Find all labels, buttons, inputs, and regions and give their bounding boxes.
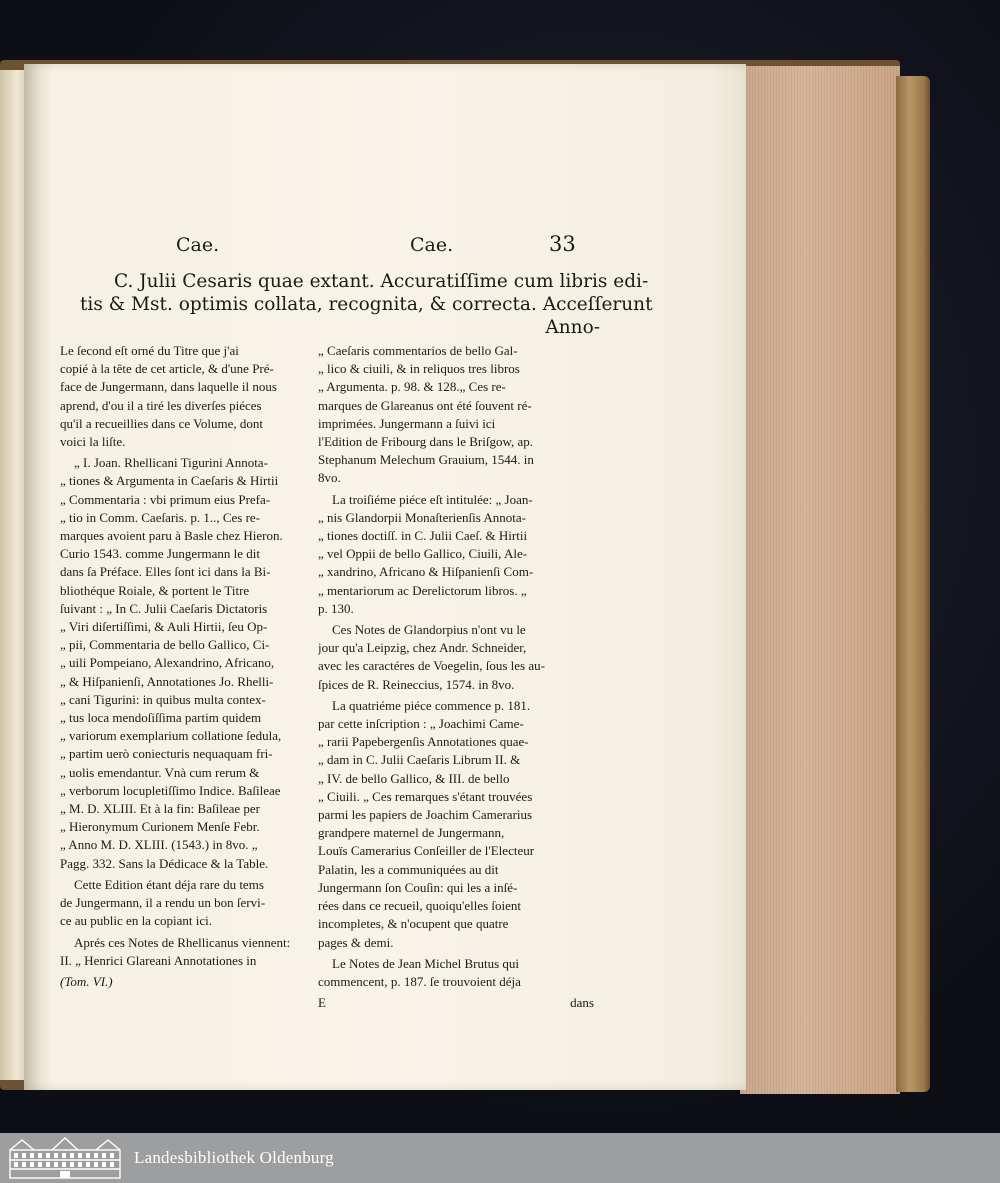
header-left: Cae. (176, 234, 220, 256)
text-line: „ vel Oppii de bello Gallico, Ciuili, Ale- (318, 546, 528, 562)
text-line: marques de Glareanus ont été ſouvent ré- (318, 397, 532, 413)
text-line: Louïs Camerarius Conſeiller de l'Electeur (318, 843, 535, 859)
left-column (60, 342, 324, 991)
text-line: ce au public en la copiant ici. (60, 913, 212, 929)
text-line: Ces Notes de Glandorpius n'ont vu le (332, 622, 526, 638)
text-line: imprimées. Jungermann a ſuivi ici (318, 415, 496, 431)
text-line: voici la liſte. (60, 434, 126, 450)
library-footer-bar (0, 1133, 1000, 1183)
right-column (318, 342, 594, 1012)
text-line: Stephanum Melechum Grauium, 1544. in (318, 452, 534, 468)
library-name: Landesbibliothek Oldenburg (134, 1148, 334, 1167)
text-line: avec les caractéres de Voegelin, ſous les au- (318, 658, 545, 674)
text-line: „ & Hiſpanienſi, Annotationes Jo. Rhelli- (60, 673, 274, 689)
text-line: Cette Edition étant déja rare du tems (74, 876, 264, 892)
text-line: Jungermann ſon Couſin: qui les a inſé- (318, 879, 518, 895)
text-line: aprend, d'ou il a tiré les diverſes piéces (60, 397, 262, 413)
text-line: „ partim uerò coniecturis nequaquam fri- (60, 746, 273, 762)
page-footer-row (318, 994, 594, 1012)
text-line: rées dans ce recueil, quoiqu'elles ſoient (318, 898, 522, 914)
text-line: Aprés ces Notes de Rhellicanus viennent: (74, 934, 291, 950)
book-page (24, 64, 746, 1090)
paragraph (60, 934, 324, 970)
text-line: „ tus loca mendoſiſſima partim quidem (60, 710, 262, 726)
library-building-logo-icon (8, 1136, 122, 1180)
text-line: „ Hieronymum Curionem Menſe Febr. (60, 819, 260, 835)
fore-edge (740, 66, 900, 1094)
paragraph (318, 342, 594, 488)
text-line: „ nis Glandorpii Monaſterienſis Annota- (318, 509, 526, 525)
text-line: l'Edition de Fribourg dans le Briſgow, ap. (318, 434, 534, 450)
text-line: „ tiones doctiſſ. in C. Julii Caeſ. & Hirtii (318, 528, 528, 544)
text-line: „ tiones & Argumenta in Caeſaris & Hirtii (60, 473, 279, 489)
text-line: „ lico & ciuili, & in reliquos tres libros (318, 361, 520, 377)
text-line: dans ſa Préface. Elles ſont ici dans la Bi- (60, 564, 271, 580)
text-line: „ I. Joan. Rhellicani Tigurini Annota- (74, 455, 268, 471)
signature-mark: E (318, 995, 326, 1011)
text-line: jour qu'a Leipzig, chez Andr. Schneider, (318, 640, 527, 656)
text-line: „ Argumenta. p. 98. & 128.„ Ces re- (318, 379, 506, 395)
text-line: 8vo. (318, 470, 341, 486)
text-line: Curio 1543. comme Jungermann le dit (60, 546, 261, 562)
text-line: qu'il a recueillies dans ce Volume, dont (60, 415, 263, 431)
text-line: „ uolis emendantur. Vnà cum rerum & (60, 764, 260, 780)
text-line: „ rarii Papebergenſis Annotationes quae- (318, 734, 529, 750)
paragraph (60, 876, 324, 931)
text-line: La troiſiéme piéce eſt intitulée: „ Joan- (332, 491, 533, 507)
text-line: „ IV. de bello Gallico, & III. de bello (318, 770, 510, 786)
text-line: „ mentariorum ac Derelictorum libros. „ (318, 582, 527, 598)
text-line: parmi les papiers de Joachim Camerarius (318, 807, 533, 823)
text-line: „ Viri diſertiſſimi, & Auli Hirtii, ſeu Op- (60, 619, 268, 635)
text-line: „ cani Tigurini: in quibus multa contex- (60, 691, 266, 707)
text-line: pages & demi. (318, 934, 394, 950)
text-line: de Jungermann, il a rendu un bon ſervi- (60, 895, 266, 911)
text-line: „ Ciuili. „ Ces remarques s'étant trouvées (318, 788, 533, 804)
text-line: „ Caeſaris commentarios de bello Gal- (318, 343, 518, 358)
text-line: p. 130. (318, 600, 354, 616)
text-line: Palatin, les a communiquées au dit (318, 861, 499, 877)
title-line: tis & Mst. optimis collata, recognita, & correcta. Acceſſerunt (80, 294, 653, 315)
paragraph (318, 697, 594, 952)
text-line: ſpices de R. Reineccius, 1574. in 8vo. (318, 676, 515, 692)
text-line: incompletes, & n'ocupent que quatre (318, 916, 509, 932)
text-line: La quatriéme piéce commence p. 181. (332, 697, 531, 713)
cover-edge (896, 76, 930, 1092)
text-line: II. „ Henrici Glareani Annotationes in (60, 952, 257, 968)
text-line: Pagg. 332. Sans la Dédicace & la Table. (60, 855, 269, 871)
title-line: Anno- (545, 317, 600, 338)
running-header (24, 234, 746, 264)
text-line: copié à la tête de cet article, & d'une Pré- (60, 361, 274, 377)
paragraph (318, 955, 594, 991)
paragraph (318, 491, 594, 618)
text-line: marques avoient paru à Basle chez Hieron. (60, 528, 283, 544)
text-line: par cette inſcription : „ Joachimi Came- (318, 716, 524, 732)
text-line: Le ſecond eſt orné du Titre que j'ai (60, 343, 239, 358)
text-line: commencent, p. 187. ſe trouvoient déja (318, 973, 521, 989)
text-line: „ M. D. XLIII. Et à la fin: Baſileae per (60, 801, 260, 817)
paragraph (60, 454, 324, 873)
paragraph (60, 342, 324, 451)
text-line: „ Commentaria : vbi primum eius Prefa- (60, 491, 271, 507)
header-center: Cae. (410, 234, 454, 256)
entry-title (80, 270, 653, 339)
text-line: „ dam in C. Julii Caeſaris Librum II. & (318, 752, 521, 768)
text-line: grandpere maternel de Jungermann, (318, 825, 505, 841)
text-line: „ uili Pompeiano, Alexandrino, Africano, (60, 655, 275, 671)
text-line: „ verborum locupletiſſimo Indice. Baſileae (60, 782, 281, 798)
text-line: „ variorum exemplarium collatione ſedula, (60, 728, 282, 744)
text-line: face de Jungermann, dans laquelle il nous (60, 379, 277, 395)
volume-note: (Tom. VI.) (60, 973, 113, 989)
page-number: 33 (549, 232, 576, 256)
text-line: „ pii, Commentaria de bello Gallico, Ci- (60, 637, 270, 653)
title-line: C. Julii Cesaris quae extant. Accuratiſſime cum libris edi- (114, 271, 649, 292)
paragraph (318, 621, 594, 694)
catchword: dans (570, 995, 594, 1011)
text-line: ſuivant : „ In C. Julii Caeſaris Dictatoris (60, 600, 268, 616)
text-line: „ tio in Comm. Caeſaris. p. 1.., Ces re- (60, 509, 261, 525)
text-line: „ xandrino, Africano & Hiſpanienſi Com- (318, 564, 534, 580)
text-line: bliothéque Roiale, & portent le Titre (60, 582, 250, 598)
text-line: Le Notes de Jean Michel Brutus qui (332, 955, 520, 971)
text-line: „ Anno M. D. XLIII. (1543.) in 8vo. „ (60, 837, 258, 853)
